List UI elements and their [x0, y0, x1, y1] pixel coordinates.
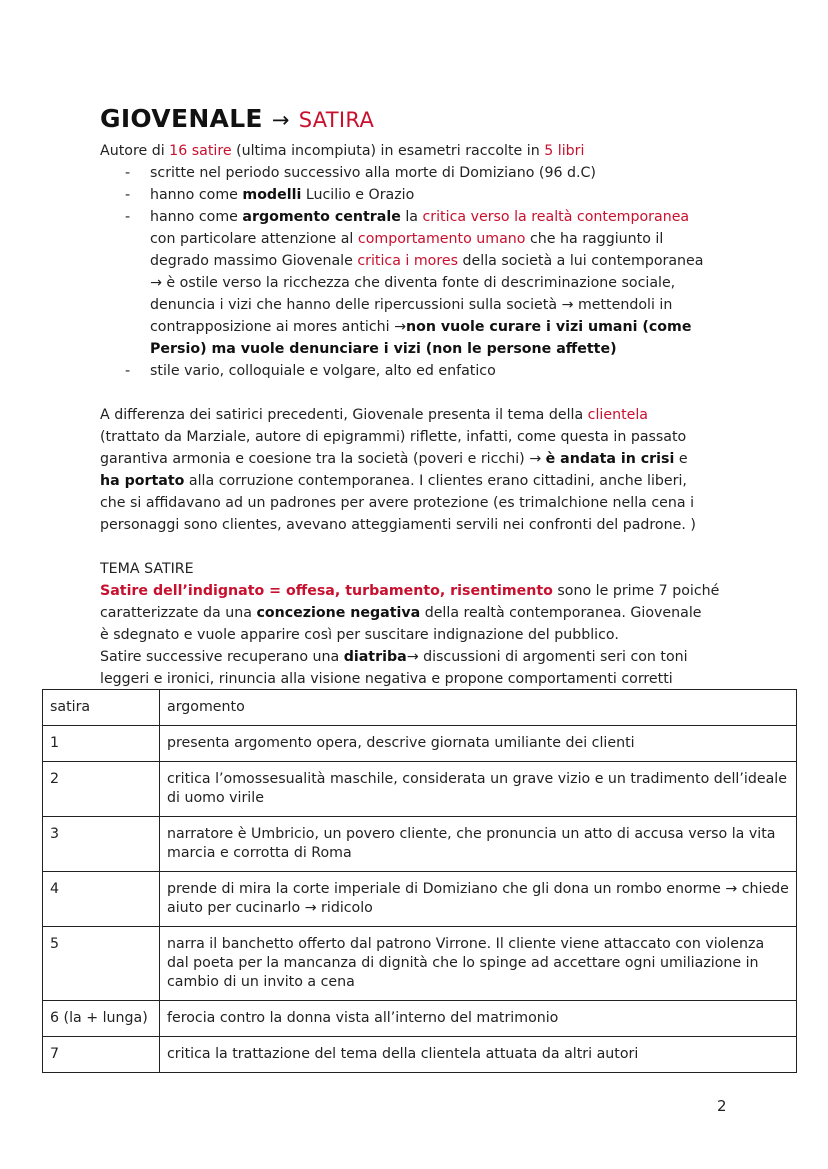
table-cell: narratore è Umbricio, un povero cliente, che pronuncia un atto di accusa verso la vita marcia e corrotta di Roma — [160, 817, 797, 872]
intro-line: Autore di 16 satire (ultima incompiuta) in esametri raccolte in 5 libri — [100, 143, 585, 159]
table-row — [43, 872, 797, 927]
table-cell: 6 (la + lunga) — [43, 1001, 160, 1037]
table-row — [43, 762, 797, 817]
table-cell: critica l’omossesualità maschile, considerata un grave vizio e un tradimento dell’ideale di uomo virile — [160, 762, 797, 817]
table-row — [43, 1037, 797, 1073]
title-main: GIOVENALE — [100, 104, 263, 133]
table-row — [43, 817, 797, 872]
table-header-cell: argomento — [160, 690, 797, 726]
table-row — [43, 726, 797, 762]
table-cell: 5 — [43, 927, 160, 1001]
title-sub: SATIRA — [298, 108, 375, 132]
bullet-list — [100, 162, 740, 382]
section-heading: TEMA SATIRE — [100, 561, 194, 577]
page-title — [100, 103, 740, 136]
title-arrow: → — [271, 108, 290, 132]
table-header-row — [43, 690, 797, 726]
table-row — [43, 927, 797, 1001]
table-cell: narra il banchetto offerto dal patrono Virrone. Il cliente viene attaccato con violenza dal poeta per la mancanza di dignità che lo spinge ad accettare ogni umiliazione in cambio di un invito a cena — [160, 927, 797, 1001]
table-cell: ferocia contro la donna vista all’interno del matrimonio — [160, 1001, 797, 1037]
table-cell: 3 — [43, 817, 160, 872]
table-cell: presenta argomento opera, descrive giornata umiliante dei clienti — [160, 726, 797, 762]
table-header-cell: satira — [43, 690, 160, 726]
table-cell: 1 — [43, 726, 160, 762]
paragraph-clientela: A differenza dei satirici precedenti, Giovenale presenta il tema della clientela (trattato da Marziale, autore di epigrammi) riflette, infatti, come questa in passato garantiva armonia e coesione tra la società (poveri e ricchi) → è andata in crisi e ha portato alla corruzione contemporanea. I clientes erano cittadini, anche liberi, che si affidavano ad un padrones per avere protezione (es trimalchione nella cena i personaggi sono clientes, avevano atteggiamenti servili nei confronti del padrone. ) — [100, 407, 696, 533]
list-item: - hanno come modelli Lucilio e Orazio — [100, 184, 740, 206]
document-page — [100, 103, 740, 690]
table-cell: prende di mira la corte imperiale di Domiziano che gli dona un rombo enorme → chiede aiuto per cucinarlo → ridicolo — [160, 872, 797, 927]
paragraph-tema-satire: TEMA SATIRE Satire dell’indignato = offesa, turbamento, risentimento sono le prime 7 poiché caratterizzate da una concezione negativa della realtà contemporanea. Giovenale è sdegnato e vuole apparire così per suscitare indignazione del pubblico. Satire successive recuperano una diatriba→ discussioni di argomenti seri con toni leggeri e ironici, rinuncia alla visione negativa e propone comportamenti corretti — [100, 558, 740, 690]
table-cell: 7 — [43, 1037, 160, 1073]
table-cell: critica la trattazione del tema della clientela attuata da altri autori — [160, 1037, 797, 1073]
table-row — [43, 1001, 797, 1037]
list-item: - stile vario, colloquiale e volgare, alto ed enfatico — [100, 360, 740, 382]
table-cell: 4 — [43, 872, 160, 927]
list-item: - hanno come argomento centrale la critica verso la realtà contemporanea con particolare attenzione al comportamento umano che ha raggiunto il degrado massimo Giovenale critica i mores della società a lui contemporanea → è ostile verso la ricchezza che diventa fonte di descriminazione sociale, denuncia i vizi che hanno delle ripercussioni sulla società → mettendoli in contrapposizione ai mores antichi →non vuole curare i vizi umani (come Persio) ma vuole denunciare i vizi (non le persone affette) — [100, 206, 740, 360]
page-number: 2 — [717, 1097, 727, 1115]
table-cell: 2 — [43, 762, 160, 817]
list-item: - scritte nel periodo successivo alla morte di Domiziano (96 d.C) — [100, 162, 740, 184]
satire-table — [42, 689, 797, 1073]
